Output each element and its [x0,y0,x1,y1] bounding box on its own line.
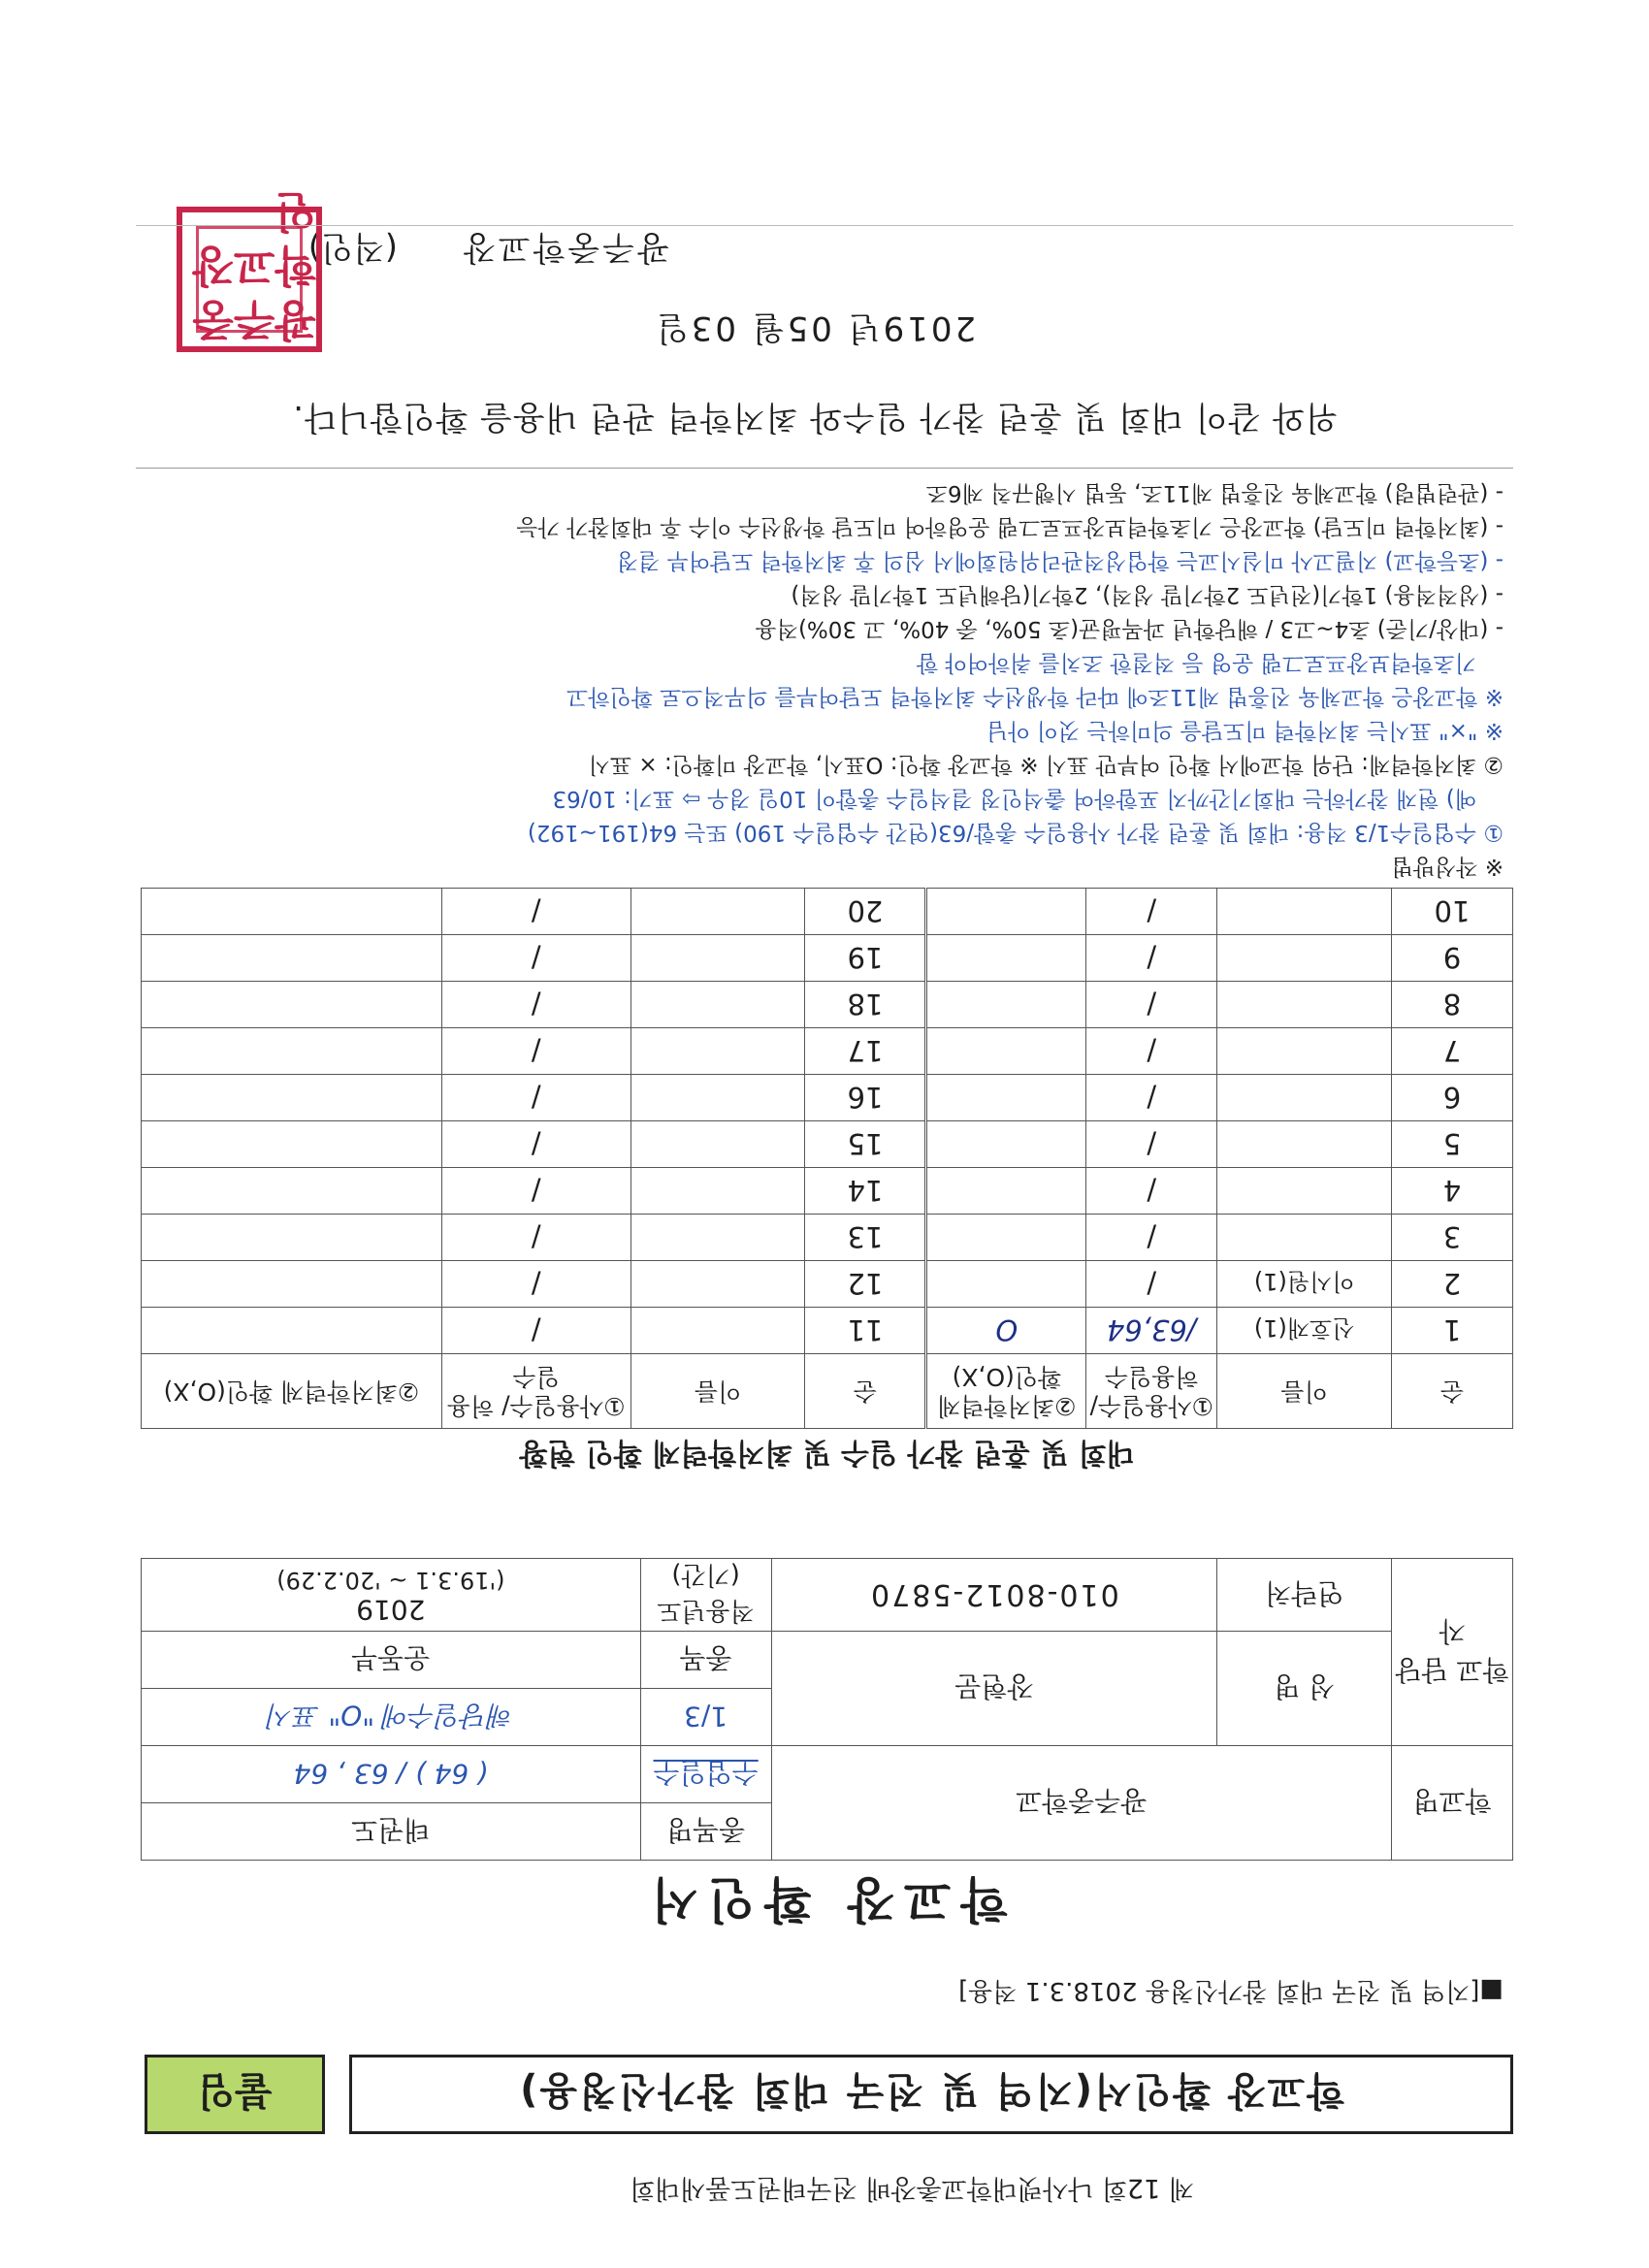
period-label: 적용년도 (기간) [640,1559,771,1632]
note-3: ※ "×" 표시는 최저학력 미도달을 의미하는 것이 아님 [986,718,1504,743]
row-check [142,1028,442,1075]
table-row [142,889,1513,935]
top-margin-line [136,225,1513,226]
row-check [142,1121,442,1168]
row-no: 7 [1392,1028,1513,1075]
row-check [142,1075,442,1121]
row-check [926,935,1086,982]
row-no: 13 [805,1215,926,1261]
row-check [142,1308,442,1354]
classdays-label: 수업일수 [640,1746,771,1803]
name-value: 장현문 [771,1632,1217,1746]
row-check [926,889,1086,935]
row-name [1217,1215,1392,1261]
row-check [142,935,442,982]
row-name: 이시원(1) [1217,1261,1392,1308]
event-caption: 제 12회 나사렛대학교총장배 전국태권도품새대회 [630,2173,1194,2203]
seal-text: 광주중학교장인 [192,186,316,344]
table-row [142,1075,1513,1121]
col-no-left: 순 [1392,1354,1513,1429]
col-name-right: 이름 [630,1354,805,1429]
row-check [926,1215,1086,1261]
row-days: / [441,1121,630,1168]
col-name-left: 이름 [1217,1354,1392,1429]
note-1b: 예) 현재 참가하는 대회기간까지 포함하여 출석인정 결석일수 총합이 10일 경우 ⇨ 표기: 10/63 [552,786,1476,811]
row-no: 3 [1392,1215,1513,1261]
row-no: 20 [805,889,926,935]
participants-table [141,888,1513,1429]
row-name [1217,1121,1392,1168]
row-check [926,1028,1086,1075]
col-days-right: ①사용일수/ 허용일수 [441,1354,630,1429]
note-5: - (대상/기준) 초4~고3 / 해당학년 과목평균(초 50%, 중 40%, 고 30%)적용 [755,616,1504,641]
row-check: O [926,1308,1086,1354]
row-name [630,982,805,1028]
row-check [142,889,442,935]
row-name [630,1261,805,1308]
row-no: 16 [805,1075,926,1121]
ratio-value: 1/3 [640,1689,771,1746]
row-check [926,1075,1086,1121]
name-label: 성 명 [1217,1632,1392,1746]
row-days: /63,64 [1086,1308,1217,1354]
note-6: - (성적적용) 1학기(전년도 2학기말 성적), 2학기(당해년도 1학기말 성적) [791,582,1504,607]
row-check [142,1168,442,1215]
issue-date: 2019년 05월 03일 [653,308,977,347]
classdays-value: ( 64 ) / 63 , 64 [142,1746,641,1803]
row-days: / [441,1168,630,1215]
row-no: 11 [805,1308,926,1354]
row-days: / [1086,1168,1217,1215]
row-name [630,1168,805,1215]
row-no: 15 [805,1121,926,1168]
row-check [926,1261,1086,1308]
period-range: ('19.3.1 ~ '20.2.29) [276,1567,505,1594]
row-days: / [441,1028,630,1075]
row-days: / [1086,1215,1217,1261]
row-no: 1 [1392,1308,1513,1354]
dept-value: 운동부 [142,1632,641,1689]
seal-label: (직인) [307,228,398,267]
note-2: ② 최저학력제: 단위 학교에서 확인 여부만 표시 ※ 학교장 확인: O표시, 학교장 미확인: × 표시 [588,752,1504,777]
row-check [926,982,1086,1028]
row-name [630,1215,805,1261]
writing-instructions [136,475,1504,883]
row-name [1217,889,1392,935]
row-days: / [441,1075,630,1121]
school-label: 학교명 [1392,1746,1513,1861]
row-name [630,1075,805,1121]
sport-value: 태권도 [142,1803,641,1861]
row-no: 2 [1392,1261,1513,1308]
row-no: 10 [1392,889,1513,935]
row-name [1217,1028,1392,1075]
dept-label: 종목 [640,1632,771,1689]
school-info-table [141,1558,1513,1861]
row-no: 17 [805,1028,926,1075]
table-row [142,1308,1513,1354]
row-name [1217,935,1392,982]
note-8: - (최저학력 미도달) 학교장은 기초학력보장프로그램 운영하여 미도달 학생선수 이수 후 대회참가 가능 [516,514,1504,539]
row-days: / [1086,1121,1217,1168]
row-days: / [441,1308,630,1354]
participants-title: 대회 및 훈련 참가 일수 및 최저학력제 확인 현황 [519,1436,1135,1470]
row-days: / [441,1215,630,1261]
row-no: 14 [805,1168,926,1215]
row-name [630,1121,805,1168]
confirmation-text: 위와 같이 대회 및 훈련 참가 일수와 최저학력 관련 내용을 확인합니다. [292,398,1338,437]
row-name: 신호재(1) [1217,1308,1392,1354]
col-days-left: ①사용일수/ 허용일수 [1086,1354,1217,1429]
row-no: 19 [805,935,926,982]
divider [136,468,1513,469]
banner-title: 학교장 확인서(지역 및 전국 대회 참가신청용) [349,2055,1513,2134]
row-no: 6 [1392,1075,1513,1121]
note-4: ※ 학교장은 학교체육 진흥법 제11조에 따라 학생선수 최저학력 도달여부를 의무적으로 확인하고 [566,684,1504,709]
row-days: / [441,1261,630,1308]
row-check [142,1215,442,1261]
row-check [926,1121,1086,1168]
row-days: / [441,935,630,982]
official-seal-stamp [177,186,322,352]
contact-value: 010-8012-5870 [771,1559,1217,1632]
row-days: / [1086,1075,1217,1121]
note-9: - (관련법령) 학교체육 진흥법 제11조, 동법 시행규칙 제6조 [925,480,1504,505]
row-name [1217,1075,1392,1121]
row-check [142,982,442,1028]
row-days: / [1086,935,1217,982]
table-row [142,982,1513,1028]
school-value: 광주중학교 [771,1746,1392,1861]
notes-heading: ※ 작성방법 [1391,854,1504,879]
table-row [142,1121,1513,1168]
applicability-note: ■[지역 및 전국 대회 참가신청용 2018.3.1 적용] [958,1976,1504,2005]
row-days: / [1086,982,1217,1028]
staff-label: 학교 담당자 [1392,1559,1513,1746]
note-4b: 기초학력보장프로그램 운영 등 적절한 조치를 취하여야 함 [916,650,1476,675]
contact-label: 연락처 [1217,1559,1392,1632]
sport-label: 종목명 [640,1803,771,1861]
ratio-note: 해당일수에 "O" 표시 [142,1689,641,1746]
row-no: 18 [805,982,926,1028]
col-check-right: ②최저학력제 확인(O,X) [142,1354,442,1429]
col-check-left: ②최저학력제 확인(O,X) [926,1354,1086,1429]
table-row [142,935,1513,982]
row-no: 4 [1392,1168,1513,1215]
row-name [1217,1168,1392,1215]
row-days: / [1086,1028,1217,1075]
col-no-right: 순 [805,1354,926,1429]
row-name [630,1028,805,1075]
note-1: ① 수업일수1/3 적용: 대회 및 훈련 참가 사용일수 총합/63(연간 수업일수 190) 또는 64(191~192) [527,820,1504,845]
row-days: / [1086,1261,1217,1308]
document-title: 학교장 확인서 [641,1871,1008,1928]
row-no: 9 [1392,935,1513,982]
row-name [630,889,805,935]
row-name [1217,982,1392,1028]
row-days: / [441,982,630,1028]
principal-title: 광주중학교장 [460,228,669,267]
table-row [142,1168,1513,1215]
row-no: 8 [1392,982,1513,1028]
row-days: / [1086,889,1217,935]
table-row [142,1215,1513,1261]
row-name [630,935,805,982]
row-check [926,1168,1086,1215]
table-row [142,1028,1513,1075]
attachment-badge: 붙임 [145,2055,325,2134]
row-name [630,1308,805,1354]
row-no: 5 [1392,1121,1513,1168]
row-no: 12 [805,1261,926,1308]
row-check [142,1261,442,1308]
table-row [142,1261,1513,1308]
period-value [142,1559,641,1632]
row-days: / [441,889,630,935]
note-7: - (초등학교) 지필고사 미실시교는 학업성적관리위원회에서 심의 후 최저학력 도달여부 결정 [616,548,1504,573]
period-year: 2019 [356,1594,426,1626]
